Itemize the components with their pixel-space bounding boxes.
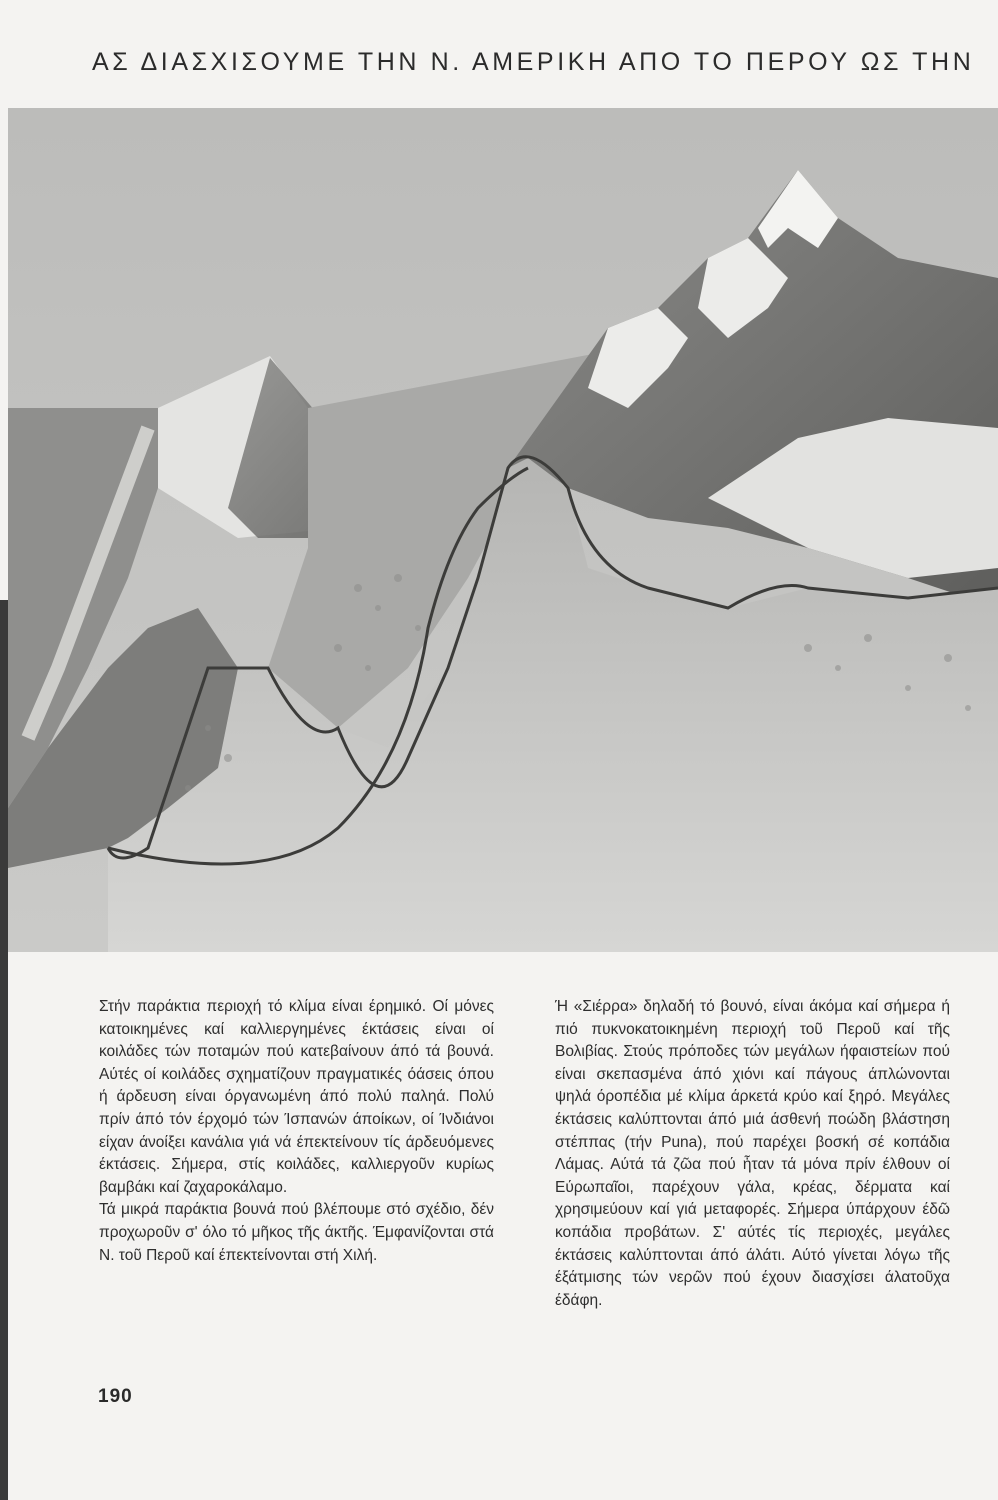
mountain-cross-section-drawing <box>8 108 998 952</box>
right-text-column <box>555 996 950 1312</box>
page-title: ΑΣ ΔΙΑΣΧΙΣΟΥΜΕ ΤΗΝ Ν. ΑΜΕΡΙΚΗ ΑΠΟ ΤΟ ΠΕΡΟΥ ΩΣ ΤΗΝ <box>92 48 975 76</box>
paragraph: Στήν παράκτια περιοχή τό κλίμα είναι έρημικό. Οί μόνες κατοικημένες καί καλλιεργημένες έκτάσεις είναι οί κοιλάδες τών ποταμών πού κατεβαίνουν άπό τά βουνά. Αύτές οί κοιλάδες σχηματίζουν πραγματικές όάσεις όπου ή άρδευση είναι όργανωμένη άπό πολύ παληά. Πολύ πρίν άπό τόν έρχομό τών Ίσπανών άποίκων, οί Ίνδιάνοι είχαν άνοίξει κανάλια γιά νά έπεκτείνουν τίς άρδευόμενες έκτάσεις. Σήμερα, στίς κοιλάδες, καλλιεργοῦν κυρίως βαμβάκι καί ζαχαροκάλαμο. <box>99 998 494 1196</box>
paragraph: Ή «Σιέρρα» δηλαδή τό βουνό, είναι άκόμα καί σήμερα ή πιό πυκνοκατοικημένη περιοχή τοῦ Περοῦ καί τῆς Βολιβίας. Στούς πρόποδες τών μεγάλων ήφαιστείων πού είναι σκεπασμένα άπό χιόνι καί πάγους άπλώνονται ψηλά όροπέδια μέ κλίμα άρκετά κρύο καί ξηρό. Μεγάλες έκτάσεις καλύπτονται άπό μιά άσθενή ποώδη βλάστηση στέππας (τήν Puna), πού παρέχει βοσκή σέ κοπάδια Λάμας. Αύτά τά ζῶα πού ἦταν τά μόνα πρίν έλθουν οί Εύρωπαῖοι, παρέχουν γάλα, κρέας, δέρματα καί χρησιμεύουν καί γιά μεταφορές. Σήμερα ύπάρχουν έδῶ κοπάδια προβάτων. Σ' αύτές τίς περιοχές, μεγάλες έκτάσεις καλύπτονται άπό άλάτι. Αύτό γίνεται λόγω τῆς έξάτμισης τών νερῶν πού έχουν διασχίσει άλατοῦχα έδάφη. <box>555 998 950 1309</box>
left-text-column <box>99 996 494 1267</box>
relief-illustration <box>8 108 998 952</box>
binding-edge <box>0 600 8 1500</box>
paragraph: Τά μικρά παράκτια βουνά πού βλέπουμε στό σχέδιο, δέν προχωροῦν σ' όλο τό μῆκος τῆς άκτῆς. Έμφανίζονται στά Ν. τοῦ Περοῦ καί έπεκτείνονται στή Χιλή. <box>99 1201 494 1264</box>
page-number: 190 <box>98 1386 133 1407</box>
